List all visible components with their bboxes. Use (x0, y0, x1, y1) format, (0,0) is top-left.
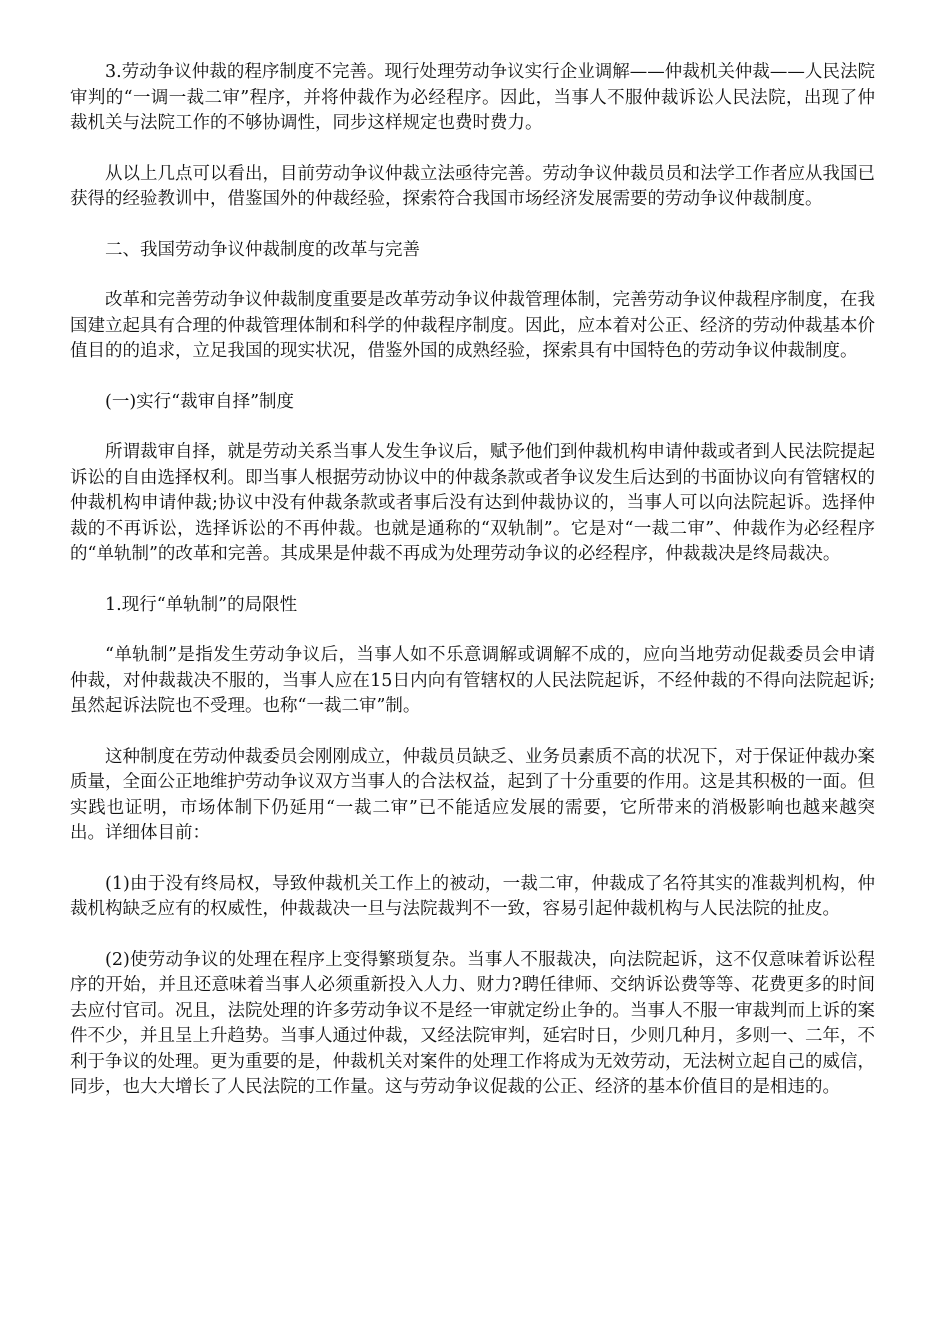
paragraph-summary: 从以上几点可以看出，目前劳动争议仲裁立法亟待完善。劳动争议仲裁员员和法学工作者应从我国已获得的经验教训中，借鉴国外的仲裁经验，探索符合我国市场经济发展需要的劳动争议仲裁制度。 (70, 163, 875, 209)
paragraph-point-2: (2)使劳动争议的处理在程序上变得繁琐复杂。当事人不服裁决，向法院起诉，这不仅意味着诉讼程序的开始，并且还意味着当事人必须重新投入人力、财力?聘任律师、交纳诉讼费等等、花费更多的时间去应付官司。况且，法院处理的许多劳动争议不是经一审就定纷止争的。当事人不服一审裁判而上诉的案件不少，并且呈上升趋势。当事人通过仲裁，又经法院审判，延宕时日，少则几种月，多则一、二年，不利于争议的处理。更为重要的是，仲裁机关对案件的处理工作将成为无效劳动，无法树立起自己的威信，同步，也大大增长了人民法院的工作量。这与劳动争议促裁的公正、经济的基本价值目的是相违的。 (70, 949, 875, 1097)
paragraph-single-track-evaluation: 这种制度在劳动仲裁委员会刚刚成立，仲裁员员缺乏、业务员素质不高的状况下，对于保证仲裁办案质量，全面公正地维护劳动争议双方当事人的合法权益，起到了十分重要的作用。这是其积极的一面。但实践也证明，市场体制下仍延用“一裁二审”已不能适应发展的需要，它所带来的消极影响也越来越突出。详细体目前： (70, 746, 875, 843)
paragraph-choice-definition: 所谓裁审自择，就是劳动关系当事人发生争议后，赋予他们到仲裁机构申请仲裁或者到人民法院提起诉讼的自由选择权利。即当事人根据劳动协议中的仲裁条款或者争议发生后达到的书面协议向有管辖权的仲裁机构申请仲裁;协议中没有仲裁条款或者事后没有达到仲裁协议的，当事人可以向法院起诉。选择仲裁的不再诉讼，选择诉讼的不再仲裁。也就是通称的“双轨制”。它是对“一裁二审”、仲裁作为必经程序的“单轨制”的改革和完善。其成果是仲裁不再成为处理劳动争议的必经程序，仲裁裁决是终局裁决。 (70, 442, 875, 564)
subsection-heading-choice: (一)实行“裁审自择”制度 (105, 391, 295, 412)
paragraph-point-1: (1)由于没有终局权，导致仲裁机关工作上的被动，一裁二审，仲裁成了名符其实的准裁判机构，仲裁机构缺乏应有的权威性，仲裁裁决一旦与法院裁判不一致，容易引起仲裁机构与人民法院的扯皮。 (70, 873, 875, 919)
paragraph-reform-intro: 改革和完善劳动争议仲裁制度重要是改革劳动争议仲裁管理体制，完善劳动争议仲裁程序制度，在我国建立起具有合理的仲裁管理体制和科学的仲裁程序制度。因此，应本着对公正、经济的劳动仲裁基本价值目的的追求，立足我国的现实状况，借鉴外国的成熟经验，探索具有中国特色的劳动争议仲裁制度。 (70, 290, 875, 361)
subheading-single-track: 1.现行“单轨制”的局限性 (105, 594, 298, 615)
paragraph-single-track-definition: “单轨制”是指发生劳动争议后，当事人如不乐意调解或调解不成的，应向当地劳动促裁委员会申请仲裁，对仲裁裁决不服的，当事人应在15日内向有管辖权的人民法院起诉，不经仲裁的不得向法院起诉;虽然起诉法院也不受理。也称“一裁二审”制。 (70, 645, 875, 716)
section-heading-reform: 二、我国劳动争议仲裁制度的改革与完善 (105, 239, 420, 260)
paragraph-arbitration-procedure: 3.劳动争议仲裁的程序制度不完善。现行处理劳动争议实行企业调解——仲裁机关仲裁——人民法院审判的“一调一裁二审”程序，并将仲裁作为必经程序。因此，当事人不服仲裁诉讼人民法院，出现了仲裁机关与法院工作的不够协调性，同步这样规定也费时费力。 (70, 62, 875, 133)
document-body (70, 60, 875, 1126)
